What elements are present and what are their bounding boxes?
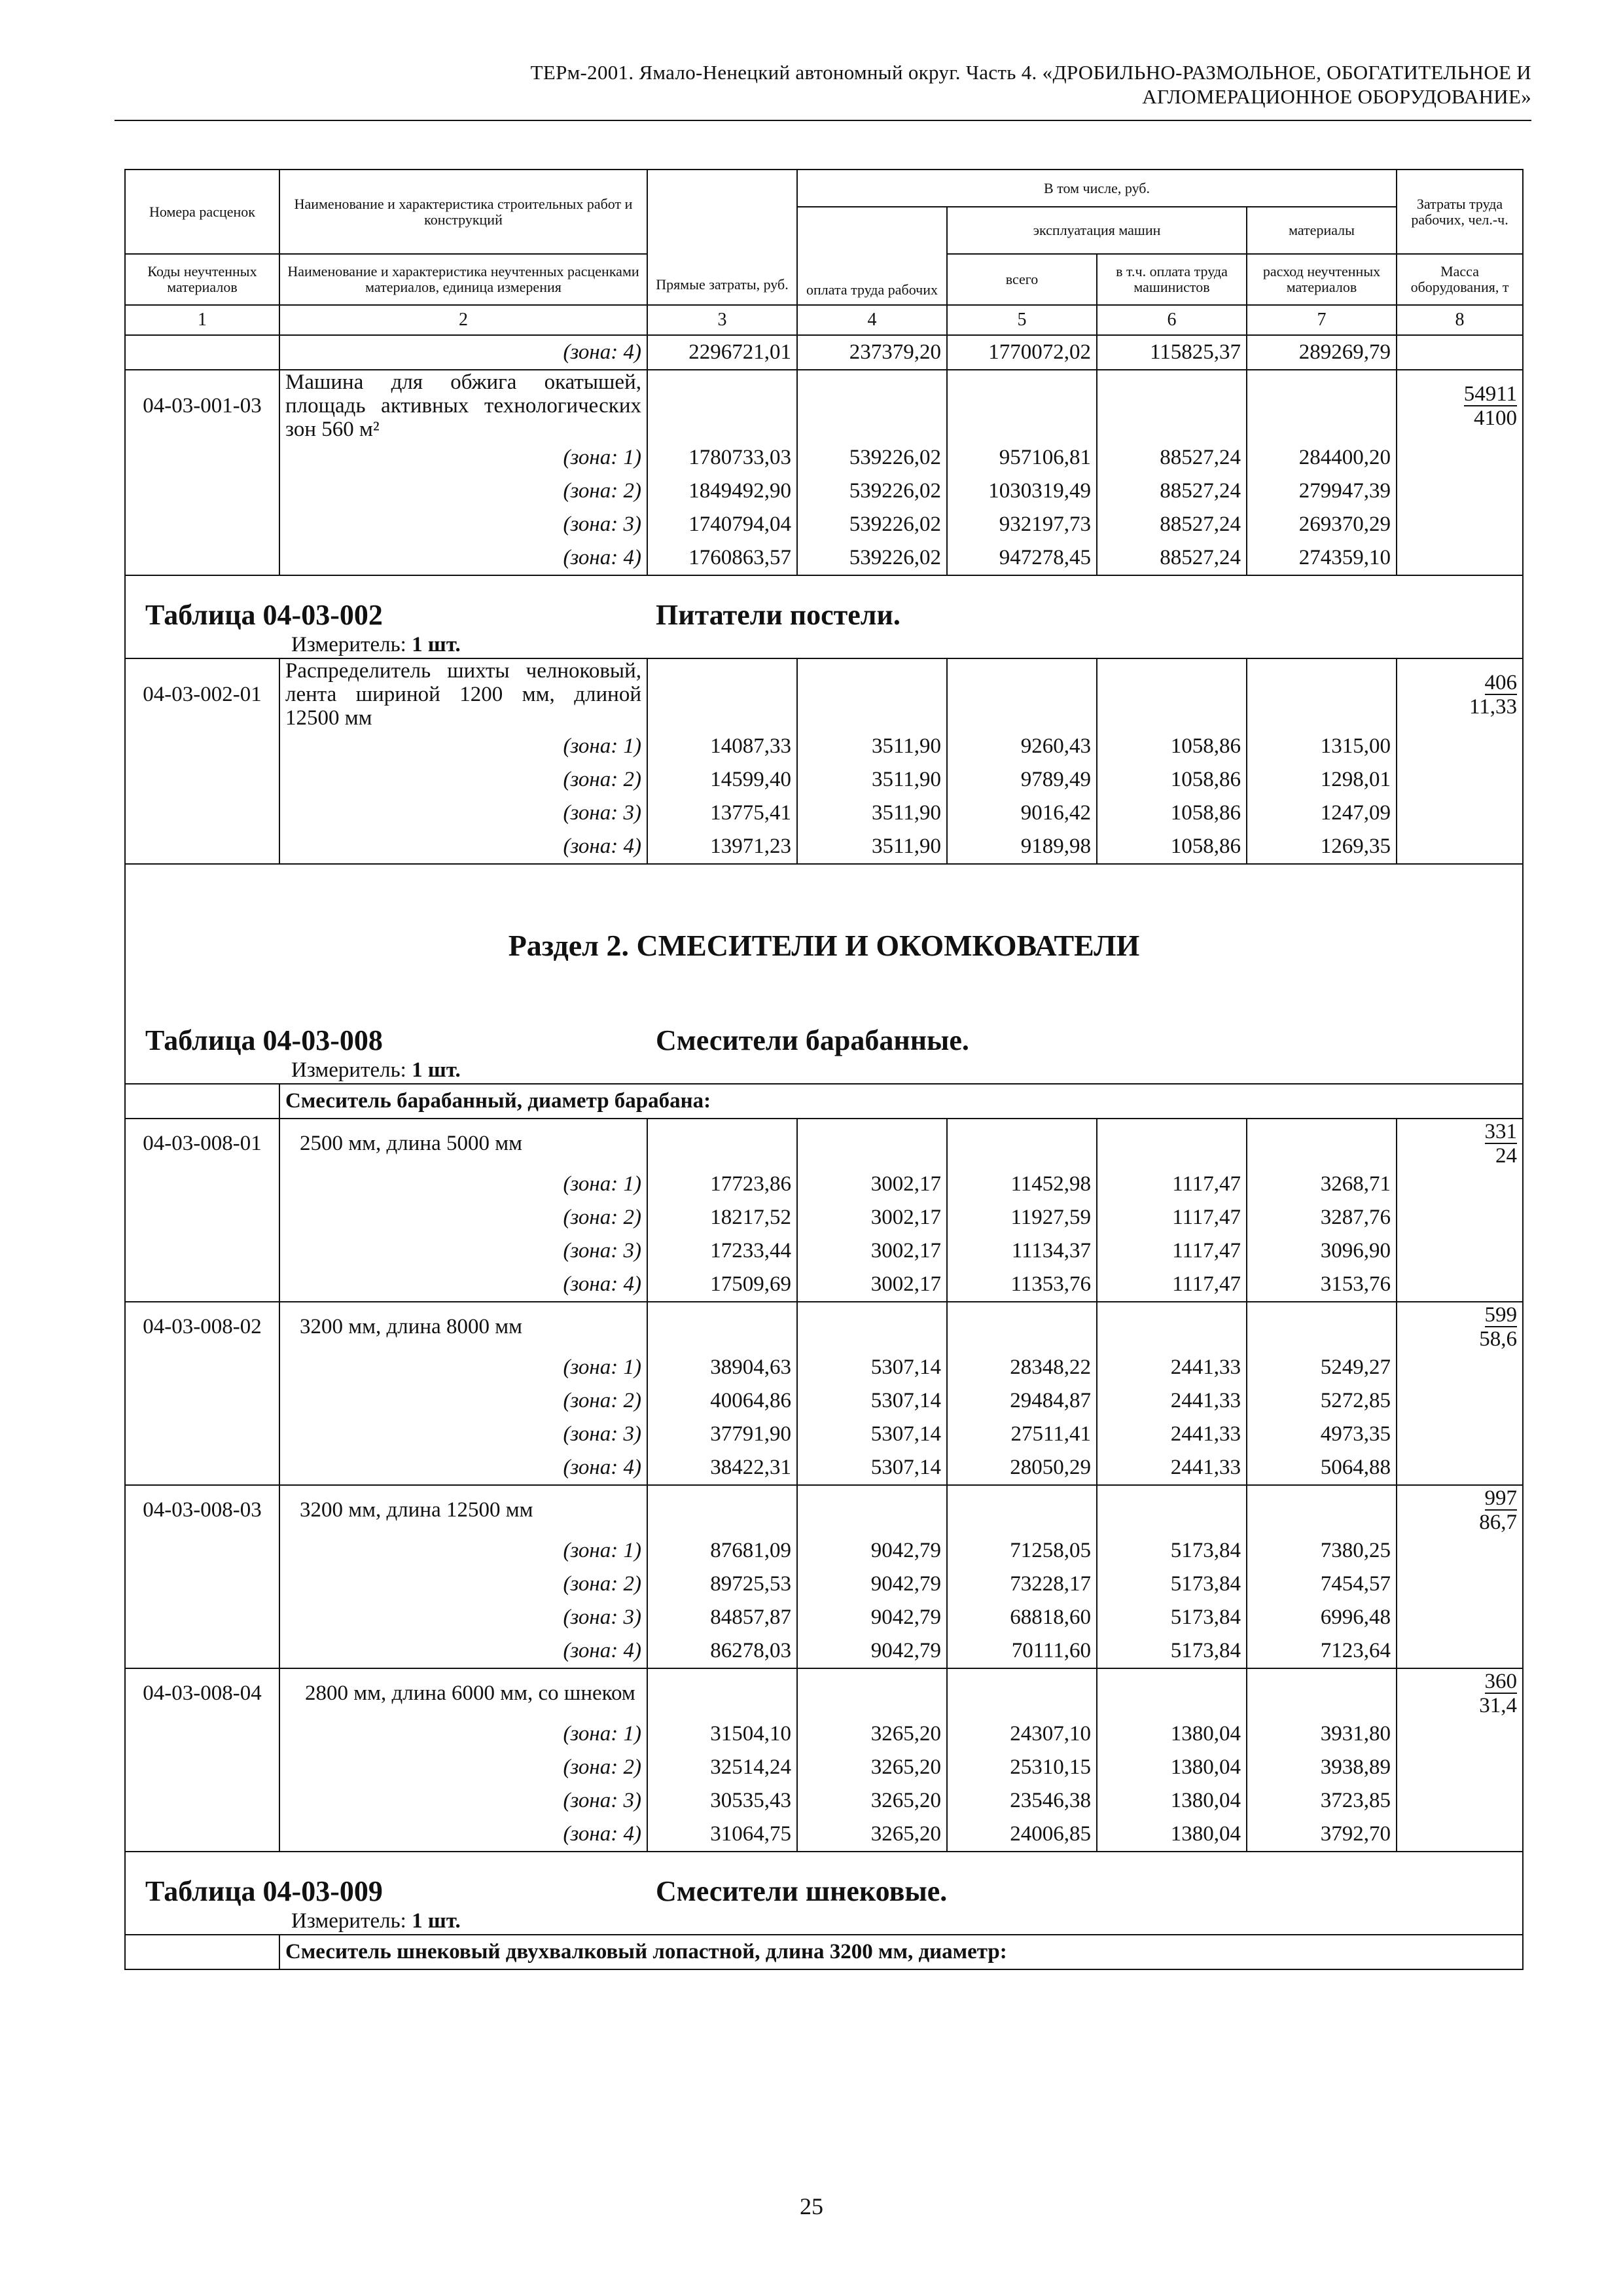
zone-label: (зона: 3) — [279, 1601, 647, 1634]
table-title: Питатели постели. — [656, 599, 901, 631]
labor-pay: 9042,79 — [797, 1568, 947, 1601]
col8-top-header: Затраты труда рабочих, чел.-ч. — [1397, 170, 1523, 254]
measure-row — [125, 1908, 1523, 1935]
header-line-1: ТЕРм-2001. Ямало-Ненецкий автономный округ. Часть 4. «ДРОБИЛЬНО-РАЗМОЛЬНОЕ, ОБОГАТИТЕЛЬНОЕ И — [530, 61, 1531, 84]
machines-total: 28050,29 — [947, 1451, 1097, 1485]
zone-label: (зона: 2) — [279, 763, 647, 797]
zone-row — [125, 1784, 1523, 1818]
column-numbers-row — [125, 305, 1523, 335]
machines-total: 9789,49 — [947, 763, 1097, 797]
labor-pay: 3002,17 — [797, 1268, 947, 1302]
col7-header: расход неучтенных материалов — [1247, 254, 1397, 305]
zone-row — [125, 763, 1523, 797]
materials-cost: 3287,76 — [1247, 1201, 1397, 1234]
labor-pay: 539226,02 — [797, 441, 947, 475]
rates-table — [124, 169, 1524, 1970]
machinists-pay: 5173,84 — [1097, 1568, 1247, 1601]
zone-row — [125, 1568, 1523, 1601]
measure-row — [125, 632, 1523, 658]
zone-label: (зона: 2) — [279, 475, 647, 508]
materials-cost: 3096,90 — [1247, 1234, 1397, 1268]
col-number: 5 — [947, 305, 1097, 335]
col-number: 3 — [647, 305, 797, 335]
machines-total: 24307,10 — [947, 1717, 1097, 1751]
zone-row — [125, 1234, 1523, 1268]
running-header — [115, 60, 1531, 109]
labor-mass — [1397, 1302, 1523, 1351]
col4-header: оплата труда рабочих — [797, 207, 947, 305]
labor-pay: 3002,17 — [797, 1168, 947, 1201]
labor-pay: 5307,14 — [797, 1418, 947, 1451]
zone-label: (зона: 1) — [279, 1717, 647, 1751]
labor-value: 406 — [1484, 671, 1518, 694]
labor-pay: 5307,14 — [797, 1384, 947, 1418]
machines-total: 24006,85 — [947, 1818, 1097, 1852]
zone-label: (зона: 2) — [279, 1751, 647, 1784]
machines-total: 29484,87 — [947, 1384, 1097, 1418]
zone-label: (зона: 1) — [279, 1534, 647, 1568]
machinists-pay: 1058,86 — [1097, 797, 1247, 830]
direct-cost: 14599,40 — [647, 763, 797, 797]
machinists-pay: 1058,86 — [1097, 763, 1247, 797]
header-line-2: АГЛОМЕРАЦИОННОЕ ОБОРУДОВАНИЕ» — [1142, 85, 1531, 108]
rate-code: 04-03-008-01 — [125, 1119, 279, 1168]
table-label: Таблица 04-03-002 — [145, 599, 383, 631]
materials-cost: 3268,71 — [1247, 1168, 1397, 1201]
direct-cost: 31504,10 — [647, 1717, 797, 1751]
materials-cost: 3153,76 — [1247, 1268, 1397, 1302]
measure-label: Измеритель: — [291, 632, 406, 656]
zone-row — [125, 1384, 1523, 1418]
machines-total: 27511,41 — [947, 1418, 1097, 1451]
machines-total: 947278,45 — [947, 541, 1097, 575]
materials-cost: 7454,57 — [1247, 1568, 1397, 1601]
measure-label: Измеритель: — [291, 1058, 406, 1082]
materials-cost: 3938,89 — [1247, 1751, 1397, 1784]
machines-total: 1030319,49 — [947, 475, 1097, 508]
mass-value: 11,33 — [1469, 695, 1518, 719]
machinists-pay: 1380,04 — [1097, 1818, 1247, 1852]
direct-cost: 13775,41 — [647, 797, 797, 830]
machinists-pay: 1117,47 — [1097, 1168, 1247, 1201]
direct-cost: 87681,09 — [647, 1534, 797, 1568]
zone-label: (зона: 1) — [279, 730, 647, 763]
zone-row — [125, 797, 1523, 830]
col5-header: всего — [947, 254, 1097, 305]
materials-cost: 6996,48 — [1247, 1601, 1397, 1634]
materials-cost: 5249,27 — [1247, 1351, 1397, 1384]
materials-cost: 289269,79 — [1247, 335, 1397, 370]
col-number: 8 — [1397, 305, 1523, 335]
measure-value: 1 шт. — [412, 1909, 461, 1933]
rate-entry-row — [125, 1668, 1523, 1717]
direct-cost: 38904,63 — [647, 1351, 797, 1384]
machines-total: 11353,76 — [947, 1268, 1097, 1302]
machines-total: 11134,37 — [947, 1234, 1097, 1268]
direct-cost: 89725,53 — [647, 1568, 797, 1601]
materials-cost: 5064,88 — [1247, 1451, 1397, 1485]
machines-total: 70111,60 — [947, 1634, 1097, 1668]
col-number: 1 — [125, 305, 279, 335]
zone-row — [125, 508, 1523, 541]
zone-label: (зона: 3) — [279, 1418, 647, 1451]
machinists-pay: 115825,37 — [1097, 335, 1247, 370]
materials-cost: 284400,20 — [1247, 441, 1397, 475]
machinists-pay: 88527,24 — [1097, 475, 1247, 508]
labor-pay: 9042,79 — [797, 1601, 947, 1634]
machines-total: 9260,43 — [947, 730, 1097, 763]
direct-cost: 2296721,01 — [647, 335, 797, 370]
materials-cost: 269370,29 — [1247, 508, 1397, 541]
col-number: 2 — [279, 305, 647, 335]
section-title: Раздел 2. СМЕСИТЕЛИ И ОКОМКОВАТЕЛИ — [125, 864, 1523, 969]
rate-entry-row — [125, 1485, 1523, 1534]
machines-header: эксплуатация машин — [947, 207, 1247, 254]
direct-cost: 1760863,57 — [647, 541, 797, 575]
direct-cost: 86278,03 — [647, 1634, 797, 1668]
measure-row — [125, 1057, 1523, 1084]
direct-cost: 38422,31 — [647, 1451, 797, 1485]
col2-bottom-header: Наименование и характеристика неучтенных расценками материалов, единица измерения — [279, 254, 647, 305]
materials-cost: 7380,25 — [1247, 1534, 1397, 1568]
direct-cost: 1780733,03 — [647, 441, 797, 475]
zone-label: (зона: 1) — [279, 1351, 647, 1384]
machines-total: 68818,60 — [947, 1601, 1097, 1634]
labor-value: 360 — [1484, 1670, 1518, 1693]
table-label: Таблица 04-03-009 — [145, 1875, 383, 1907]
rate-name: 2800 мм, длина 6000 мм, со шнеком — [279, 1668, 647, 1717]
labor-pay: 9042,79 — [797, 1534, 947, 1568]
machinists-pay: 5173,84 — [1097, 1601, 1247, 1634]
labor-mass — [1397, 370, 1523, 441]
materials-cost: 3792,70 — [1247, 1818, 1397, 1852]
direct-cost: 31064,75 — [647, 1818, 797, 1852]
zone-row — [125, 1418, 1523, 1451]
zone-label: (зона: 3) — [279, 508, 647, 541]
zone-label: (зона: 4) — [279, 335, 647, 370]
zone-row — [125, 1634, 1523, 1668]
labor-pay: 3511,90 — [797, 763, 947, 797]
measure-value: 1 шт. — [412, 632, 461, 656]
zone-row — [125, 1751, 1523, 1784]
machinists-pay: 88527,24 — [1097, 508, 1247, 541]
table-header — [125, 170, 1523, 335]
header-rule — [115, 120, 1531, 121]
col-number: 4 — [797, 305, 947, 335]
mass-value: 24 — [1495, 1144, 1518, 1168]
materials-cost: 4973,35 — [1247, 1418, 1397, 1451]
table-title-row — [125, 1852, 1523, 1908]
col2-top-header: Наименование и характеристика строительных работ и конструкций — [279, 170, 647, 254]
col-number: 6 — [1097, 305, 1247, 335]
subheading-row — [125, 1084, 1523, 1119]
direct-cost: 17509,69 — [647, 1268, 797, 1302]
zone-row — [125, 1601, 1523, 1634]
mass-value: 31,4 — [1479, 1694, 1518, 1717]
rate-entry-row — [125, 658, 1523, 730]
direct-cost: 14087,33 — [647, 730, 797, 763]
zone-row — [125, 1351, 1523, 1384]
rate-entry-row — [125, 1119, 1523, 1168]
zone-row — [125, 830, 1523, 864]
rate-code: 04-03-002-01 — [125, 658, 279, 730]
labor-pay: 3002,17 — [797, 1234, 947, 1268]
materials-cost: 7123,64 — [1247, 1634, 1397, 1668]
machines-total: 28348,22 — [947, 1351, 1097, 1384]
zone-row — [125, 730, 1523, 763]
labor-pay: 3511,90 — [797, 830, 947, 864]
labor-pay: 3511,90 — [797, 730, 947, 763]
zone-label: (зона: 4) — [279, 1818, 647, 1852]
machines-total: 71258,05 — [947, 1534, 1097, 1568]
labor-mass — [1397, 1485, 1523, 1534]
direct-cost: 32514,24 — [647, 1751, 797, 1784]
zone-row — [125, 475, 1523, 508]
direct-cost: 40064,86 — [647, 1384, 797, 1418]
rate-entry-row — [125, 370, 1523, 441]
labor-value: 331 — [1484, 1120, 1518, 1143]
zone-label: (зона: 4) — [279, 541, 647, 575]
subheading: Смеситель барабанный, диаметр барабана: — [279, 1084, 1523, 1119]
group-header: В том числе, руб. — [797, 170, 1397, 207]
zone-row — [125, 1168, 1523, 1201]
col8-bottom-header: Масса оборудования, т — [1397, 254, 1523, 305]
labor-pay: 3265,20 — [797, 1818, 947, 1852]
table-title: Смесители шнековые. — [656, 1875, 948, 1907]
subheading-row — [125, 1935, 1523, 1969]
direct-cost: 17723,86 — [647, 1168, 797, 1201]
zone-row — [125, 1268, 1523, 1302]
table-label: Таблица 04-03-008 — [145, 1024, 383, 1056]
machinists-pay: 1058,86 — [1097, 730, 1247, 763]
machines-total: 957106,81 — [947, 441, 1097, 475]
labor-pay: 3002,17 — [797, 1201, 947, 1234]
direct-cost: 37791,90 — [647, 1418, 797, 1451]
col1-top-header: Номера расценок — [125, 170, 279, 254]
zone-label: (зона: 3) — [279, 1784, 647, 1818]
zone-row — [125, 1451, 1523, 1485]
direct-cost: 1740794,04 — [647, 508, 797, 541]
machinists-pay: 2441,33 — [1097, 1384, 1247, 1418]
machines-total: 11927,59 — [947, 1201, 1097, 1234]
machines-total: 73228,17 — [947, 1568, 1097, 1601]
mass-value: 58,6 — [1479, 1327, 1518, 1351]
direct-cost: 18217,52 — [647, 1201, 797, 1234]
machinists-pay: 1380,04 — [1097, 1751, 1247, 1784]
col6-header: в т.ч. оплата труда машинистов — [1097, 254, 1247, 305]
zone-row — [125, 541, 1523, 575]
rate-name: 2500 мм, длина 5000 мм — [279, 1119, 647, 1168]
measure-value: 1 шт. — [412, 1058, 461, 1082]
labor-pay: 3511,90 — [797, 797, 947, 830]
zone-label: (зона: 4) — [279, 1634, 647, 1668]
labor-pay: 539226,02 — [797, 475, 947, 508]
zone-row — [125, 335, 1523, 370]
rate-code: 04-03-008-03 — [125, 1485, 279, 1534]
page-number: 25 — [800, 2193, 823, 2219]
labor-mass — [1397, 1119, 1523, 1168]
zone-label: (зона: 3) — [279, 1234, 647, 1268]
materials-cost: 1247,09 — [1247, 797, 1397, 830]
materials-cost: 279947,39 — [1247, 475, 1397, 508]
zone-label: (зона: 4) — [279, 830, 647, 864]
machinists-pay: 1117,47 — [1097, 1268, 1247, 1302]
materials-header: материалы — [1247, 207, 1397, 254]
zone-label: (зона: 2) — [279, 1201, 647, 1234]
measure-label: Измеритель: — [291, 1909, 406, 1933]
labor-pay: 237379,20 — [797, 335, 947, 370]
rate-code: 04-03-001-03 — [125, 370, 279, 441]
zone-row — [125, 1201, 1523, 1234]
machines-total: 11452,98 — [947, 1168, 1097, 1201]
direct-cost: 13971,23 — [647, 830, 797, 864]
zone-row — [125, 441, 1523, 475]
machinists-pay: 2441,33 — [1097, 1451, 1247, 1485]
labor-value: 54911 — [1463, 382, 1518, 406]
zone-label: (зона: 2) — [279, 1384, 647, 1418]
labor-pay: 9042,79 — [797, 1634, 947, 1668]
section-title-row — [125, 864, 1523, 969]
machinists-pay: 88527,24 — [1097, 441, 1247, 475]
table-title-row — [125, 969, 1523, 1057]
rate-code: 04-03-008-04 — [125, 1668, 279, 1717]
materials-cost: 3723,85 — [1247, 1784, 1397, 1818]
labor-pay: 539226,02 — [797, 508, 947, 541]
zone-row — [125, 1818, 1523, 1852]
rate-name: Машина для обжига окатышей, площадь активных технологических зон 560 м² — [279, 370, 647, 441]
machines-total: 9189,98 — [947, 830, 1097, 864]
labor-pay: 5307,14 — [797, 1351, 947, 1384]
machinists-pay: 5173,84 — [1097, 1634, 1247, 1668]
machines-total: 9016,42 — [947, 797, 1097, 830]
mass-value: 4100 — [1474, 406, 1518, 430]
labor-value: 599 — [1484, 1303, 1518, 1327]
labor-pay: 3265,20 — [797, 1717, 947, 1751]
labor-value: 997 — [1484, 1486, 1518, 1510]
rate-entry-row — [125, 1302, 1523, 1351]
labor-pay: 539226,02 — [797, 541, 947, 575]
machines-total: 932197,73 — [947, 508, 1097, 541]
machinists-pay: 1117,47 — [1097, 1234, 1247, 1268]
direct-cost: 84857,87 — [647, 1601, 797, 1634]
col3-header: Прямые затраты, руб. — [647, 170, 797, 305]
zone-label: (зона: 3) — [279, 797, 647, 830]
materials-cost: 5272,85 — [1247, 1384, 1397, 1418]
machines-total: 1770072,02 — [947, 335, 1097, 370]
machinists-pay: 1117,47 — [1097, 1201, 1247, 1234]
machines-total: 25310,15 — [947, 1751, 1097, 1784]
machines-total: 23546,38 — [947, 1784, 1097, 1818]
machinists-pay: 1058,86 — [1097, 830, 1247, 864]
rate-name: 3200 мм, длина 12500 мм — [279, 1485, 647, 1534]
direct-cost: 17233,44 — [647, 1234, 797, 1268]
labor-mass — [1397, 1668, 1523, 1717]
zone-label: (зона: 4) — [279, 1451, 647, 1485]
rate-name: 3200 мм, длина 8000 мм — [279, 1302, 647, 1351]
machinists-pay: 88527,24 — [1097, 541, 1247, 575]
table-title-row — [125, 575, 1523, 632]
col1-bottom-header: Коды неучтенных материалов — [125, 254, 279, 305]
rate-name: Распределитель шихты челноковый, лента шириной 1200 мм, длиной 12500 мм — [279, 658, 647, 730]
subheading: Смеситель шнековый двухвалковый лопастной, длина 3200 мм, диаметр: — [279, 1935, 1523, 1969]
zone-label: (зона: 2) — [279, 1568, 647, 1601]
labor-pay: 3265,20 — [797, 1784, 947, 1818]
zone-row — [125, 1534, 1523, 1568]
machinists-pay: 2441,33 — [1097, 1351, 1247, 1384]
labor-mass — [1397, 658, 1523, 730]
materials-cost: 1298,01 — [1247, 763, 1397, 797]
direct-cost: 30535,43 — [647, 1784, 797, 1818]
direct-cost: 1849492,90 — [647, 475, 797, 508]
materials-cost: 1315,00 — [1247, 730, 1397, 763]
zone-label: (зона: 4) — [279, 1268, 647, 1302]
col-number: 7 — [1247, 305, 1397, 335]
zone-row — [125, 1717, 1523, 1751]
materials-cost: 274359,10 — [1247, 541, 1397, 575]
labor-pay: 3265,20 — [797, 1751, 947, 1784]
materials-cost: 3931,80 — [1247, 1717, 1397, 1751]
machinists-pay: 5173,84 — [1097, 1534, 1247, 1568]
labor-pay: 5307,14 — [797, 1451, 947, 1485]
machinists-pay: 2441,33 — [1097, 1418, 1247, 1451]
rate-code: 04-03-008-02 — [125, 1302, 279, 1351]
materials-cost: 1269,35 — [1247, 830, 1397, 864]
zone-label: (зона: 1) — [279, 441, 647, 475]
table-title: Смесители барабанные. — [656, 1024, 969, 1056]
mass-value: 86,7 — [1479, 1511, 1518, 1534]
zone-label: (зона: 1) — [279, 1168, 647, 1201]
machinists-pay: 1380,04 — [1097, 1784, 1247, 1818]
machinists-pay: 1380,04 — [1097, 1717, 1247, 1751]
